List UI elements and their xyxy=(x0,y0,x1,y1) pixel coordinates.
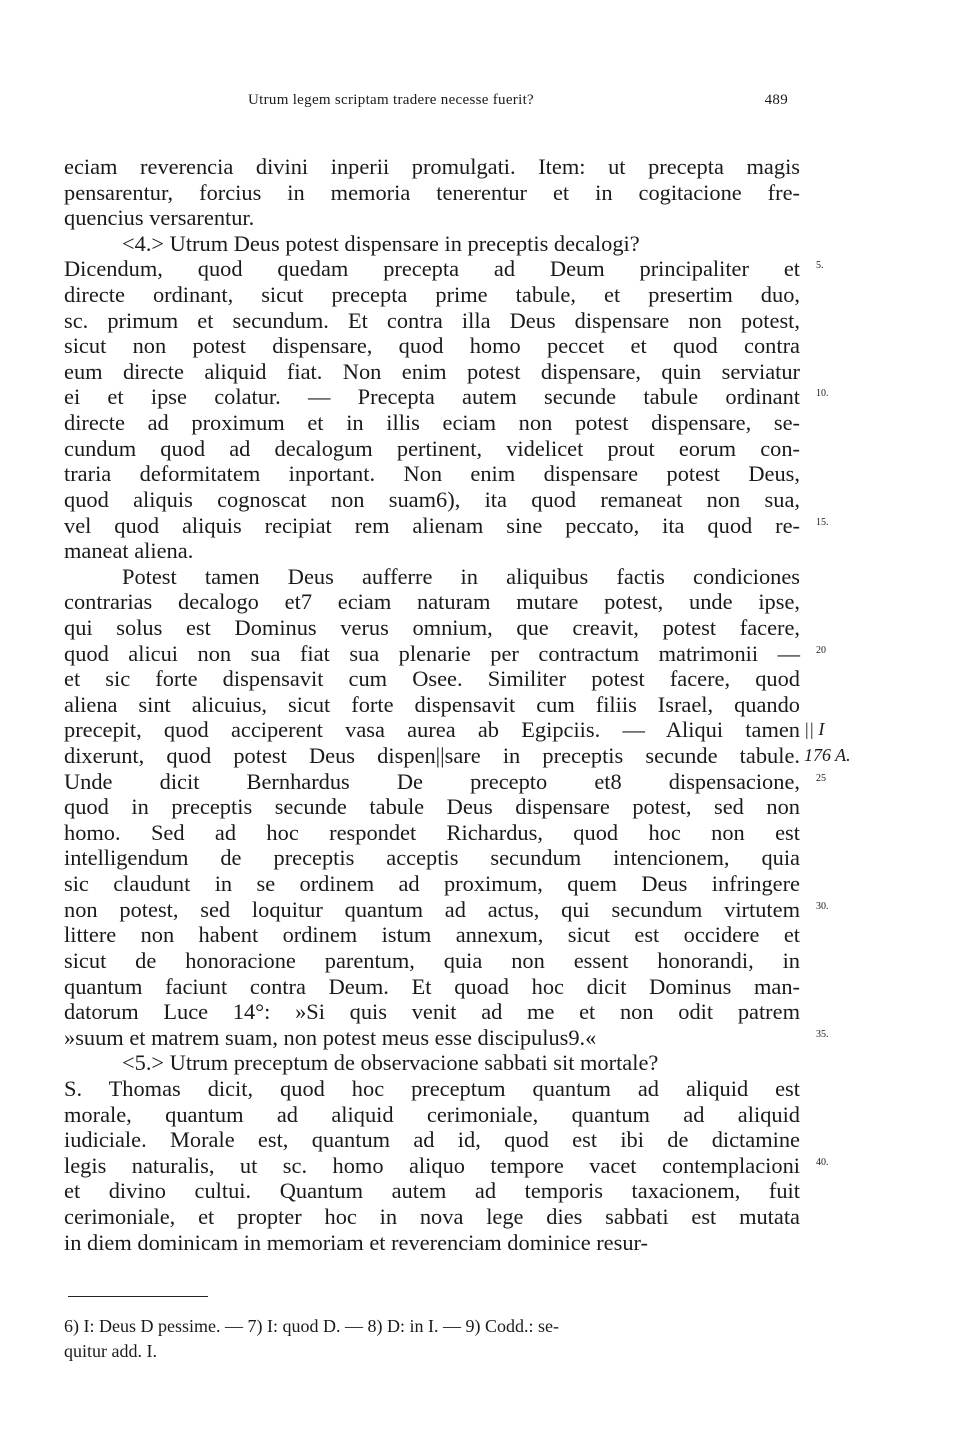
text-line-content: Potest tamen Deus aufferre in aliquibus factis condiciones xyxy=(122,563,800,589)
text-line xyxy=(64,333,800,359)
text-line-content: quod alicui non sua fiat sua plenarie per contractum matrimonii — xyxy=(64,640,800,666)
text-line-content: directe ad proximum et in illis eciam non potest dispensare, se- xyxy=(64,410,800,436)
text-line xyxy=(64,1204,800,1230)
text-line xyxy=(64,308,800,334)
margin-line-number: 15. xyxy=(816,516,829,528)
text-line xyxy=(64,871,800,897)
text-line xyxy=(64,896,829,923)
text-line-content: in diem dominicam in memoriam et reverenciam dominice resur- xyxy=(64,1229,648,1255)
text-line-content: cerimoniale, et propter hoc in nova lege dies sabbati est mutata xyxy=(64,1203,800,1229)
text-line xyxy=(64,666,800,692)
text-line xyxy=(64,768,826,795)
text-line xyxy=(64,512,829,539)
text-line-content: morale, quantum ad aliquid cerimoniale, quantum ad aliquid xyxy=(64,1101,800,1127)
text-line-content: S. Thomas dicit, quod hoc preceptum quantum ad aliquid est xyxy=(64,1075,800,1101)
text-line xyxy=(64,948,800,974)
text-line xyxy=(64,180,800,206)
text-line xyxy=(64,1050,800,1076)
footnote-rule xyxy=(68,1296,208,1297)
text-line xyxy=(64,410,800,436)
text-line xyxy=(64,615,800,641)
text-line-content: directe ordinant, sicut precepta prime tabule, et presertim duo, xyxy=(64,282,800,308)
text-line-content: eum directe aliquid fiat. Non enim potest dispensare, quin serviatur xyxy=(64,358,800,384)
margin-line-number: 5. xyxy=(816,260,824,272)
footnote-line: 6) I: Deus D pessime. — 7) I: quod D. — 8) D: in I. — 9) Codd.: se- xyxy=(64,1316,559,1336)
text-line-content: aliena sint alicuius, sicut forte dispensavit cum filiis Israel, quando xyxy=(64,691,800,717)
text-line-content: quod in preceptis secunde tabule Deus dispensare potest, sed non xyxy=(64,794,800,820)
text-line-content: <4.> Utrum Deus potest dispensare in preceptis decalogi? xyxy=(122,230,640,256)
text-line xyxy=(64,820,800,846)
text-line xyxy=(64,487,800,513)
text-line xyxy=(64,538,800,564)
text-line xyxy=(64,256,824,282)
text-line xyxy=(64,384,829,410)
text-line-content: maneat aliena. xyxy=(64,538,194,564)
margin-line-number: 35. xyxy=(816,1028,829,1040)
text-line-content: sic claudunt in se ordinem ad proximum, quem Deus infringere xyxy=(64,871,800,897)
margin-line-number: 176 A. xyxy=(804,745,851,766)
text-line xyxy=(64,231,800,257)
text-line xyxy=(64,692,800,718)
text-line xyxy=(64,154,800,180)
text-line xyxy=(64,717,825,743)
text-line xyxy=(64,974,800,1000)
text-line xyxy=(64,845,800,871)
text-line xyxy=(64,205,800,231)
running-header xyxy=(248,92,788,109)
text-line-content: pensarentur, forcius in memoria tenerentur et in cogitacione fre- xyxy=(64,179,800,205)
text-line-content: contrarias decalogo et7 eciam naturam mutare potest, unde ipse, xyxy=(64,589,800,615)
margin-line-number: 30. xyxy=(816,900,829,912)
text-line xyxy=(64,794,800,820)
text-line-content: Unde dicit Bernhardus De precepto et8 dispensacione, xyxy=(64,768,800,794)
text-line-content: legis naturalis, ut sc. homo aliquo tempore vacet contemplacioni xyxy=(64,1152,800,1178)
text-line xyxy=(64,1076,800,1102)
text-line-content: ei et ipse colatur. — Precepta autem secunde tabule ordinant xyxy=(64,384,800,410)
text-line xyxy=(64,922,800,948)
text-line-content: sicut de honoracione parentum, quia non essent honorandi, in xyxy=(64,947,800,973)
text-line xyxy=(64,589,800,615)
text-line-content: »suum et matrem suam, non potest meus esse discipulus9.« xyxy=(64,1024,597,1050)
text-line-content: non potest, sed loquitur quantum ad actus, qui secundum virtutem xyxy=(64,896,800,922)
text-line xyxy=(64,564,800,590)
text-line xyxy=(64,1024,829,1051)
text-line xyxy=(64,1230,800,1256)
text-line-content: datorum Luce 14°: »Si quis venit ad me et non odit patrem xyxy=(64,999,800,1025)
text-line xyxy=(64,461,800,487)
text-line-content: quencius versarentur. xyxy=(64,205,255,231)
margin-line-number: || I xyxy=(804,719,825,740)
text-line-content: vel quod aliquis recipiat rem alienam sine peccato, ita quod re- xyxy=(64,512,800,538)
running-title: Utrum legem scriptam tradere necesse fuerit? xyxy=(248,92,534,108)
text-line xyxy=(64,640,826,667)
text-line-content: qui solus est Dominus verus omnium, que creavit, potest facere, xyxy=(64,614,800,640)
margin-line-number: 20 xyxy=(816,644,826,656)
text-line-content: eciam reverencia divini inperii promulgati. Item: ut precepta magis xyxy=(64,154,800,179)
text-line-content: et sic forte dispensavit cum Osee. Similiter potest facere, quod xyxy=(64,666,800,692)
text-line xyxy=(64,1127,800,1153)
text-line-content: iudiciale. Morale est, quantum ad id, quod est ibi de dictamine xyxy=(64,1127,800,1153)
text-line xyxy=(64,1102,800,1128)
text-line-content: quod aliquis cognoscat non suam6), ita quod remaneat non sua, xyxy=(64,486,800,512)
text-line xyxy=(64,999,800,1025)
text-line-content: <5.> Utrum preceptum de observacione sabbati sit mortale? xyxy=(122,1050,659,1076)
text-line-content: sicut non potest dispensare, quod homo peccet et quod contra xyxy=(64,333,800,359)
text-line xyxy=(64,436,800,462)
text-line-content: Dicendum, quod quedam precepta ad Deum principaliter et xyxy=(64,256,800,282)
text-line-content: sc. primum et secundum. Et contra illa Deus dispensare non potest, xyxy=(64,307,800,333)
text-line-content: littere non habent ordinem istum annexum, sicut est occidere et xyxy=(64,922,800,948)
footnotes xyxy=(64,1304,800,1364)
page-number: 489 xyxy=(764,92,788,108)
text-line-content: et divino cultui. Quantum autem ad temporis taxacionem, fuit xyxy=(64,1178,800,1204)
text-line-content: traria deformitatem inportant. Non enim dispensare potest Deus, xyxy=(64,461,800,487)
text-line-content: quantum faciunt contra Deum. Et quoad hoc dicit Dominus man- xyxy=(64,973,800,999)
text-line xyxy=(64,359,800,385)
body-text xyxy=(64,154,851,1255)
footnote-line: quitur add. I. xyxy=(64,1341,157,1361)
text-line xyxy=(64,282,800,308)
margin-line-number: 10. xyxy=(816,388,829,400)
text-line-content: homo. Sed ad hoc respondet Richardus, quod hoc non est xyxy=(64,819,800,845)
text-line-content: intelligendum de preceptis acceptis secundum intencionem, quia xyxy=(64,845,800,871)
text-line-content: precepit, quod acciperent vasa aurea ab Egipciis. — Aliqui tamen xyxy=(64,717,800,743)
margin-line-number: 40. xyxy=(816,1156,829,1168)
text-line xyxy=(64,1178,800,1204)
text-line xyxy=(64,1152,829,1179)
margin-line-number: 25 xyxy=(816,772,826,784)
text-line-content: cundum quod ad decalogum pertinent, videlicet prout eorum con- xyxy=(64,435,800,461)
text-line xyxy=(64,743,851,769)
text-line-content: dixerunt, quod potest Deus dispen||sare in preceptis secunde tabule. xyxy=(64,743,800,769)
